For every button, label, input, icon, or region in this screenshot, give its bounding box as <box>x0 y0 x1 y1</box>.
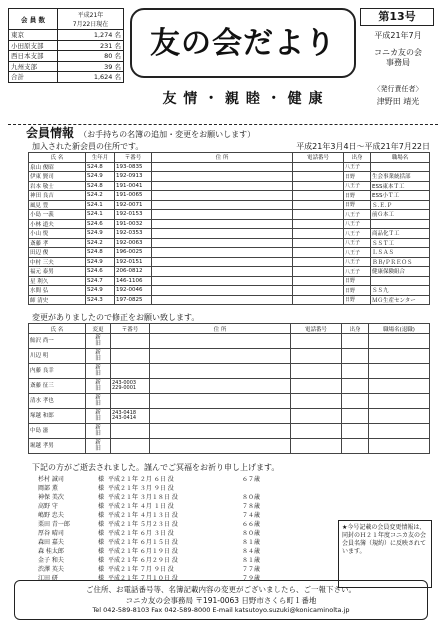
postal-code: 197-0825 <box>115 295 152 305</box>
postal-code: 192-0913 <box>115 172 152 182</box>
workplace <box>371 219 430 229</box>
phone <box>291 394 342 409</box>
honorific: 様 <box>98 485 105 492</box>
age <box>240 483 278 492</box>
origin: 八王子 <box>344 257 371 267</box>
col-header: 変更 <box>86 324 111 334</box>
phone <box>293 295 344 305</box>
postal-code: 192-0153 <box>115 210 152 220</box>
postal-code: 243-0003 229-0001 <box>111 379 150 394</box>
changes-caption: 変更がありましたので修正をお願い致します。 <box>32 313 200 322</box>
birth: S24.8 <box>86 248 115 258</box>
phone <box>293 219 344 229</box>
date-of-death: 平成２１年 ６月１５日 没 <box>108 539 178 546</box>
member-name: 伊東 賢司 <box>29 172 86 182</box>
postal-code: 191-0065 <box>115 191 152 201</box>
age: ７９歳 <box>242 575 261 582</box>
address <box>152 210 293 220</box>
issue-number: 第13号 <box>360 8 434 26</box>
member-name: 水間 弘 <box>29 286 86 296</box>
footer-box <box>14 580 428 620</box>
birth: S24.3 <box>86 295 115 305</box>
address <box>152 191 293 201</box>
postal-code: 196-0025 <box>115 248 152 258</box>
age: ７４歳 <box>242 512 261 519</box>
origin: 八王子 <box>344 248 371 258</box>
phone <box>291 364 342 379</box>
col-header: 生年月 <box>86 153 115 163</box>
phone <box>291 379 342 394</box>
branch-name: 合計 <box>9 72 58 83</box>
workplace: ＢＢ/ＰＲＥＯＳ <box>371 257 430 267</box>
change-type: 新 旧 <box>86 334 111 349</box>
table-row <box>29 364 430 379</box>
table-row <box>29 267 430 277</box>
origin <box>342 349 369 364</box>
col-header: 電話番号 <box>291 324 342 334</box>
address <box>150 379 291 394</box>
workplace <box>369 439 430 454</box>
date-of-death: 平成２１年 ２月 ６日 没 <box>108 476 174 483</box>
col-header: 氏 名 <box>29 153 86 163</box>
postal-code: 206-0812 <box>115 267 152 277</box>
age: ８１歳 <box>242 539 261 546</box>
address <box>152 276 293 286</box>
table-row <box>29 379 430 394</box>
honorific: 様 <box>98 530 105 537</box>
postal-code <box>111 349 150 364</box>
table-row <box>29 238 430 248</box>
date-of-death: 平成２１年 ５月２３日 没 <box>108 521 178 528</box>
postal-code <box>111 394 150 409</box>
table-row <box>29 439 430 454</box>
table-row <box>29 219 430 229</box>
address <box>150 424 291 439</box>
deceased-name: 渋澤 英夫 <box>38 566 64 573</box>
birth: S24.6 <box>86 267 115 277</box>
birth: S24.8 <box>86 162 115 172</box>
member-name: 神田 良吉 <box>29 191 86 201</box>
postal-code: 243-0418 243-0414 <box>111 409 150 424</box>
address <box>152 238 293 248</box>
member-count-table <box>8 8 124 83</box>
date-of-death: 平成２１年 ４月１３日 没 <box>108 512 178 519</box>
phone <box>293 229 344 239</box>
member-name: 鮎沢 尚一 <box>29 334 86 349</box>
deceased-name: 神保 美次 <box>38 494 64 501</box>
origin: 日野 <box>344 191 371 201</box>
phone <box>291 439 342 454</box>
members-date: 平成21年 7月22日現在 <box>58 9 124 30</box>
phone <box>293 248 344 258</box>
phone <box>291 424 342 439</box>
col-header: 住 所 <box>150 324 291 334</box>
date-of-death: 平成２１年 ７月１０日 没 <box>108 575 178 582</box>
postal-code: 192-0151 <box>115 257 152 267</box>
origin: 八王子 <box>344 210 371 220</box>
origin: 日野 <box>344 295 371 305</box>
postal-code: 191-0032 <box>115 219 152 229</box>
address <box>152 200 293 210</box>
workplace <box>369 394 430 409</box>
member-name: 斎藤 孝 <box>29 238 86 248</box>
age: ７７歳 <box>242 566 261 573</box>
phone <box>291 334 342 349</box>
address <box>152 295 293 305</box>
table-row <box>29 210 430 220</box>
change-type: 新 旧 <box>86 409 111 424</box>
deceased-caption: 下記の方がご逝去されました。謹んでご冥福をお祈り申し上げます。 <box>32 463 280 472</box>
member-name: 中島 滋 <box>29 424 86 439</box>
honorific: 様 <box>98 575 105 582</box>
origin: 八王子 <box>344 219 371 229</box>
col-header: 出身 <box>342 324 369 334</box>
list-item <box>36 546 278 555</box>
origin: 日野 <box>344 286 371 296</box>
branch-count: 39 名 <box>58 61 124 72</box>
workplace: ＳＳ九 <box>371 286 430 296</box>
birth: S24.1 <box>86 200 115 210</box>
phone <box>291 409 342 424</box>
address <box>150 394 291 409</box>
phone <box>293 181 344 191</box>
origin: 八王子 <box>344 238 371 248</box>
list-item <box>36 474 278 483</box>
new-members-period: 平成21年3月4日〜平成21年7月22日 <box>296 142 430 151</box>
workplace <box>369 334 430 349</box>
origin <box>342 424 369 439</box>
newsletter-title: 友の会だより <box>150 26 336 61</box>
table-row <box>29 286 430 296</box>
phone <box>293 267 344 277</box>
list-item <box>36 528 278 537</box>
postal-code <box>111 364 150 379</box>
workplace: ＳＳＴ工 <box>371 238 430 248</box>
postal-code <box>111 424 150 439</box>
workplace <box>369 424 430 439</box>
member-name: 岩本 敬士 <box>29 181 86 191</box>
honorific: 様 <box>98 503 105 510</box>
branch-name: 西日本支部 <box>9 51 58 62</box>
honorific: 様 <box>98 494 105 501</box>
table-row <box>29 276 430 286</box>
list-item <box>36 537 278 546</box>
date-of-death: 平成２１年 ３月１８日 没 <box>108 494 178 501</box>
workplace: ＬＳＡＳ <box>371 248 430 258</box>
branch-count: 1,274 名 <box>58 30 124 41</box>
postal-code <box>111 334 150 349</box>
address <box>150 349 291 364</box>
table-row <box>29 200 430 210</box>
workplace: ＭＧ生産センター <box>371 295 430 305</box>
postal-code: 193-0835 <box>115 162 152 172</box>
section-note: （お手持ちの名簿の追加・変更をお願いします） <box>79 130 256 139</box>
new-members-table <box>28 152 430 305</box>
member-name: 星 利久 <box>29 276 86 286</box>
phone <box>293 172 344 182</box>
new-members-caption: 加入された新会員の住所です。 <box>32 142 144 151</box>
branch-name: 小田原支部 <box>9 40 58 51</box>
change-type: 新 旧 <box>86 364 111 379</box>
table-row <box>29 424 430 439</box>
honorific: 様 <box>98 512 105 519</box>
honorific: 様 <box>98 476 105 483</box>
deceased-name: 嶋野 忠夫 <box>38 512 64 519</box>
birth: S24.9 <box>86 172 115 182</box>
list-item <box>36 501 278 510</box>
honorific: 様 <box>98 539 105 546</box>
phone <box>293 162 344 172</box>
list-item <box>36 564 278 573</box>
origin <box>342 439 369 454</box>
editor-name: 津野田 靖光 <box>376 97 420 106</box>
section-header <box>10 122 310 138</box>
deceased-name: 森田 嘉夫 <box>38 539 64 546</box>
birth: S24.2 <box>86 191 115 201</box>
origin: 八王子 <box>344 229 371 239</box>
origin <box>342 364 369 379</box>
member-name: 川辺 明 <box>29 349 86 364</box>
address <box>150 439 291 454</box>
workplace: Ｓ.Ｅ.Ｐ <box>371 200 430 210</box>
postal-code <box>111 439 150 454</box>
col-header: 職場名 <box>371 153 430 163</box>
address <box>152 267 293 277</box>
branch-name: 東京 <box>9 30 58 41</box>
table-row <box>29 257 430 267</box>
member-name: 福元 泰男 <box>29 267 86 277</box>
change-type: 新 旧 <box>86 439 111 454</box>
deceased-name: 森 桂太郎 <box>38 548 64 555</box>
deceased-name: 江田 研 <box>38 575 58 582</box>
deceased-name: 栗田 青一郎 <box>38 521 70 528</box>
workplace: 前Ｇ本工 <box>371 210 430 220</box>
postal-code: 192-0353 <box>115 229 152 239</box>
address <box>152 248 293 258</box>
col-header: 〒番号 <box>111 324 150 334</box>
member-name: 塚越 和郎 <box>29 409 86 424</box>
deceased-name: 高野 守 <box>38 503 58 510</box>
member-name: 清水 孝也 <box>29 394 86 409</box>
deceased-name: 金子 和夫 <box>38 557 64 564</box>
col-header: 〒番号 <box>115 153 152 163</box>
col-header: 職場名(退職) <box>369 324 430 334</box>
address <box>150 334 291 349</box>
address <box>152 229 293 239</box>
phone <box>293 276 344 286</box>
workplace <box>369 349 430 364</box>
footer-line1: ご住所、お電話番号等、名簿記載内容の変更がございましたら、ご一報下さい。 <box>86 585 356 594</box>
origin: 八王子 <box>344 181 371 191</box>
phone <box>293 238 344 248</box>
origin: 八王子 <box>344 162 371 172</box>
date-of-death: 平成２１年 ６月 ３日 没 <box>108 530 174 537</box>
birth: S24.8 <box>86 181 115 191</box>
origin <box>342 334 369 349</box>
list-item <box>36 510 278 519</box>
postal-code: 192-0063 <box>115 238 152 248</box>
phone <box>293 200 344 210</box>
change-type: 新 旧 <box>86 424 111 439</box>
table-row <box>29 181 430 191</box>
postal-code: 192-0071 <box>115 200 152 210</box>
birth: S24.9 <box>86 286 115 296</box>
age: ８０歳 <box>242 494 261 501</box>
newsletter-subtitle: 友 情 ・ 親 睦 ・ 健 康 <box>162 91 324 107</box>
table-row <box>29 349 430 364</box>
date-of-death: 平成２１年 ３月 ９日 没 <box>108 485 174 492</box>
phone <box>293 286 344 296</box>
member-name: 師 清史 <box>29 295 86 305</box>
col-header: 氏 名 <box>29 324 86 334</box>
age: ８４歳 <box>242 548 261 555</box>
member-name: 小山 悦 <box>29 229 86 239</box>
age: ８０歳 <box>242 530 261 537</box>
change-type: 新 旧 <box>86 394 111 409</box>
footer-line3: Tel 042-589-8103 Fax 042-589-8000 E-mail katsutoyo.suzuki@konicaminolta.jp <box>92 606 350 614</box>
list-item <box>36 519 278 528</box>
honorific: 様 <box>98 548 105 555</box>
table-row <box>29 162 430 172</box>
member-name: 田辺 俊 <box>29 248 86 258</box>
list-item <box>36 555 278 564</box>
branch-count: 80 名 <box>58 51 124 62</box>
table-row <box>29 248 430 258</box>
date-of-death: 平成２１年 ７月 ９日 没 <box>108 566 174 573</box>
issue-date: 平成21年7月 <box>374 31 422 40</box>
name-list-notice: ★今号記載の会員変更情報は、同封のＨ２１年度コニカ友の会会員名簿（規約）に反映されています。 <box>338 520 432 588</box>
newsletter-title-box <box>130 8 356 78</box>
address <box>152 286 293 296</box>
age: ８１歳 <box>242 557 261 564</box>
address <box>152 162 293 172</box>
deceased-list <box>36 474 278 582</box>
change-type: 新 旧 <box>86 349 111 364</box>
list-item <box>36 492 278 501</box>
table-row <box>29 295 430 305</box>
age: ６７歳 <box>242 476 261 483</box>
birth: S24.9 <box>86 257 115 267</box>
birth: S24.1 <box>86 210 115 220</box>
workplace: 商品化Ｔ工 <box>371 229 430 239</box>
member-name: 内藤 良幸 <box>29 364 86 379</box>
member-name: 堀越 孝男 <box>29 439 86 454</box>
origin: 日野 <box>344 172 371 182</box>
phone <box>291 349 342 364</box>
member-name: 風見 豊 <box>29 200 86 210</box>
workplace: ESS東本Ｔ工 <box>371 181 430 191</box>
origin: 日野 <box>344 276 371 286</box>
origin <box>342 409 369 424</box>
workplace <box>369 409 430 424</box>
table-row <box>29 172 430 182</box>
table-row <box>29 334 430 349</box>
birth: S24.2 <box>86 238 115 248</box>
address <box>152 219 293 229</box>
postal-code: 146-1106 <box>115 276 152 286</box>
member-name: 小島 一義 <box>29 210 86 220</box>
workplace: 生会事業統括部 <box>371 172 430 182</box>
footer-line2: コニカ友の会事務局 〒191-0063 日野市さくら町１番地 <box>125 596 317 605</box>
postal-code: 191-0041 <box>115 181 152 191</box>
age: ７８歳 <box>242 503 261 510</box>
table-row <box>29 409 430 424</box>
editor-label: 〈発行責任者〉 <box>373 85 423 93</box>
deceased-name: 岡部 薫 <box>38 485 58 492</box>
address <box>150 409 291 424</box>
workplace: 健康保険組合 <box>371 267 430 277</box>
deceased-name: 厚谷 晴司 <box>38 530 64 537</box>
workplace <box>369 364 430 379</box>
address <box>150 364 291 379</box>
col-header: 住 所 <box>152 153 293 163</box>
origin: 八王子 <box>344 267 371 277</box>
deceased-name: 杉村 誠司 <box>38 476 64 483</box>
workplace <box>371 162 430 172</box>
origin <box>342 379 369 394</box>
changes-table <box>28 323 430 454</box>
member-name: 斎藤 征三 <box>29 379 86 394</box>
publisher: コニカ友の会 事務局 <box>374 48 422 68</box>
birth: S24.7 <box>86 276 115 286</box>
phone <box>293 191 344 201</box>
address <box>152 181 293 191</box>
branch-name: 九州支部 <box>9 61 58 72</box>
origin: 日野 <box>344 200 371 210</box>
branch-count: 1,624 名 <box>58 72 124 83</box>
honorific: 様 <box>98 521 105 528</box>
member-name: 泉山 俊昭 <box>29 162 86 172</box>
list-item <box>36 483 278 492</box>
honorific: 様 <box>98 557 105 564</box>
postal-code: 192-0046 <box>115 286 152 296</box>
workplace <box>369 379 430 394</box>
origin <box>342 394 369 409</box>
col-header: 電話番号 <box>293 153 344 163</box>
table-row <box>29 191 430 201</box>
birth: S24.9 <box>86 229 115 239</box>
date-of-death: 平成２１年 ４月 １日 没 <box>108 503 174 510</box>
address <box>152 172 293 182</box>
table-row <box>29 394 430 409</box>
date-of-death: 平成２１年 ６月１９日 没 <box>108 548 178 555</box>
phone <box>293 257 344 267</box>
phone <box>293 210 344 220</box>
age: ６６歳 <box>242 521 261 528</box>
branch-count: 231 名 <box>58 40 124 51</box>
member-name: 中村 三夫 <box>29 257 86 267</box>
table-row <box>29 229 430 239</box>
members-label: 会 員 数 <box>9 9 58 30</box>
member-name: 小林 道夫 <box>29 219 86 229</box>
workplace <box>371 276 430 286</box>
date-of-death: 平成２１年 ６月２９日 没 <box>108 557 178 564</box>
col-header: 出身 <box>344 153 371 163</box>
honorific: 様 <box>98 566 105 573</box>
change-type: 新 旧 <box>86 379 111 394</box>
section-title: 会員情報 <box>26 126 75 140</box>
workplace: ESS小Ｔ工 <box>371 191 430 201</box>
address <box>152 257 293 267</box>
birth: S24.6 <box>86 219 115 229</box>
